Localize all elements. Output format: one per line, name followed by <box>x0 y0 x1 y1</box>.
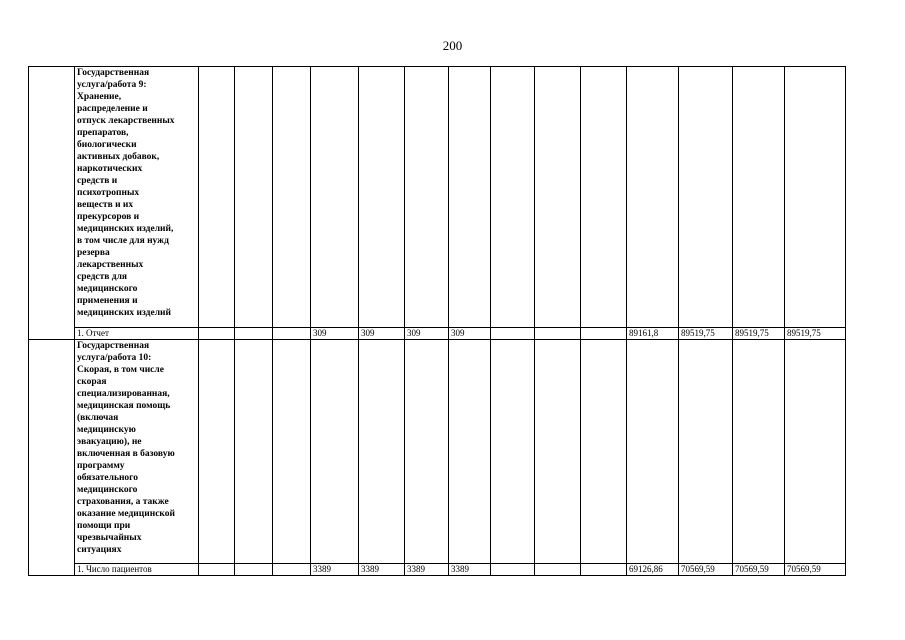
table-cell: 309 <box>449 328 491 340</box>
empty-cell <box>785 67 846 328</box>
title-line: веществ и их <box>77 200 134 210</box>
title-line: медицинскую <box>77 425 136 435</box>
table-cell <box>273 564 311 576</box>
table-cell <box>535 564 581 576</box>
empty-cell <box>359 67 405 328</box>
table-row <box>29 564 846 576</box>
title-line: (включая <box>77 413 119 423</box>
title-line: применения и <box>77 296 138 306</box>
title-line: Хранение, <box>77 92 122 102</box>
empty-cell <box>679 67 733 328</box>
title-line: биологически <box>77 140 137 150</box>
row-label: 1. Число пациентов <box>75 564 199 576</box>
row-group-cell <box>29 340 75 576</box>
table-cell: 89519,75 <box>679 328 733 340</box>
title-line: прекурсоров и <box>77 212 140 222</box>
table-cell: 89161,8 <box>627 328 679 340</box>
title-line: лекарственных <box>77 260 144 270</box>
title-line: резерва <box>77 248 110 258</box>
table-cell: 69126,86 <box>627 564 679 576</box>
title-line: ситуациях <box>77 545 122 555</box>
empty-cell <box>785 340 846 564</box>
table-cell <box>235 564 273 576</box>
empty-cell <box>581 340 627 564</box>
empty-cell <box>199 67 235 328</box>
title-line: страхования, а также <box>77 497 169 507</box>
empty-cell <box>405 67 449 328</box>
empty-cell <box>199 340 235 564</box>
table-cell <box>235 328 273 340</box>
empty-cell <box>491 67 535 328</box>
table-cell: 3389 <box>405 564 449 576</box>
title-line: обязательного <box>77 473 139 483</box>
title-line: эвакуацию), не <box>77 437 142 447</box>
table-cell <box>535 328 581 340</box>
table-cell <box>199 328 235 340</box>
empty-cell <box>733 340 785 564</box>
empty-cell <box>581 67 627 328</box>
empty-cell <box>733 67 785 328</box>
page-number: 200 <box>442 38 463 53</box>
empty-cell <box>311 340 359 564</box>
title-line: средств и <box>77 176 118 186</box>
title-line: средств для <box>77 272 128 282</box>
title-line: медицинская помощь <box>77 401 171 411</box>
title-line: услуга/работа 10: <box>77 353 152 363</box>
title-line: медицинских изделий, <box>77 224 174 234</box>
empty-cell <box>535 67 581 328</box>
table-cell: 3389 <box>359 564 405 576</box>
empty-cell <box>235 340 273 564</box>
title-line: Скорая, в том числе <box>77 365 164 375</box>
table-cell: 3389 <box>311 564 359 576</box>
table-cell: 70569,59 <box>679 564 733 576</box>
table-cell <box>199 564 235 576</box>
table-cell: 70569,59 <box>733 564 785 576</box>
empty-cell <box>627 340 679 564</box>
empty-cell <box>679 340 733 564</box>
service-title <box>75 340 199 564</box>
table-cell <box>581 564 627 576</box>
table-cell: 3389 <box>449 564 491 576</box>
table-cell <box>491 328 535 340</box>
table-cell: 89519,75 <box>785 328 846 340</box>
empty-cell <box>491 340 535 564</box>
empty-cell <box>449 67 491 328</box>
table-cell <box>491 564 535 576</box>
empty-cell <box>273 340 311 564</box>
title-line: распределение и <box>77 104 148 114</box>
table-row <box>29 328 846 340</box>
empty-cell <box>627 67 679 328</box>
row-group-cell <box>29 67 75 340</box>
table-cell: 309 <box>359 328 405 340</box>
table-cell: 89519,75 <box>733 328 785 340</box>
row-label: 1. Отчет <box>75 328 199 340</box>
title-line: Государственная <box>77 341 150 351</box>
table-cell <box>581 328 627 340</box>
title-line: включенная в базовую <box>77 449 175 459</box>
table-cell: 309 <box>405 328 449 340</box>
title-line: психотропных <box>77 188 140 198</box>
empty-cell <box>449 340 491 564</box>
table-cell: 309 <box>311 328 359 340</box>
title-line: специализированная, <box>77 389 170 399</box>
empty-cell <box>235 67 273 328</box>
empty-cell <box>311 67 359 328</box>
title-line: программу <box>77 461 125 471</box>
empty-cell <box>535 340 581 564</box>
title-line: медицинского <box>77 284 138 294</box>
title-line: в том числе для нужд <box>77 236 169 246</box>
title-line: помощи при <box>77 521 131 531</box>
title-line: чрезвычайных <box>77 533 142 543</box>
title-line: медицинских изделий <box>77 308 171 318</box>
title-line: препаратов, <box>77 128 129 138</box>
section-title-row <box>29 340 846 564</box>
title-line: оказание медицинской <box>77 509 175 519</box>
title-line: наркотических <box>77 164 143 174</box>
table-cell: 70569,59 <box>785 564 846 576</box>
table-cell <box>273 328 311 340</box>
service-title <box>75 67 199 328</box>
title-line: скорая <box>77 377 107 387</box>
budget-table <box>28 66 846 576</box>
title-line: Государственная <box>77 68 150 78</box>
title-line: медицинского <box>77 485 138 495</box>
empty-cell <box>405 340 449 564</box>
title-line: отпуск лекарственных <box>77 116 175 126</box>
title-line: активных добавок, <box>77 152 160 162</box>
empty-cell <box>273 67 311 328</box>
empty-cell <box>359 340 405 564</box>
title-line: услуга/работа 9: <box>77 80 147 90</box>
section-title-row <box>29 67 846 328</box>
